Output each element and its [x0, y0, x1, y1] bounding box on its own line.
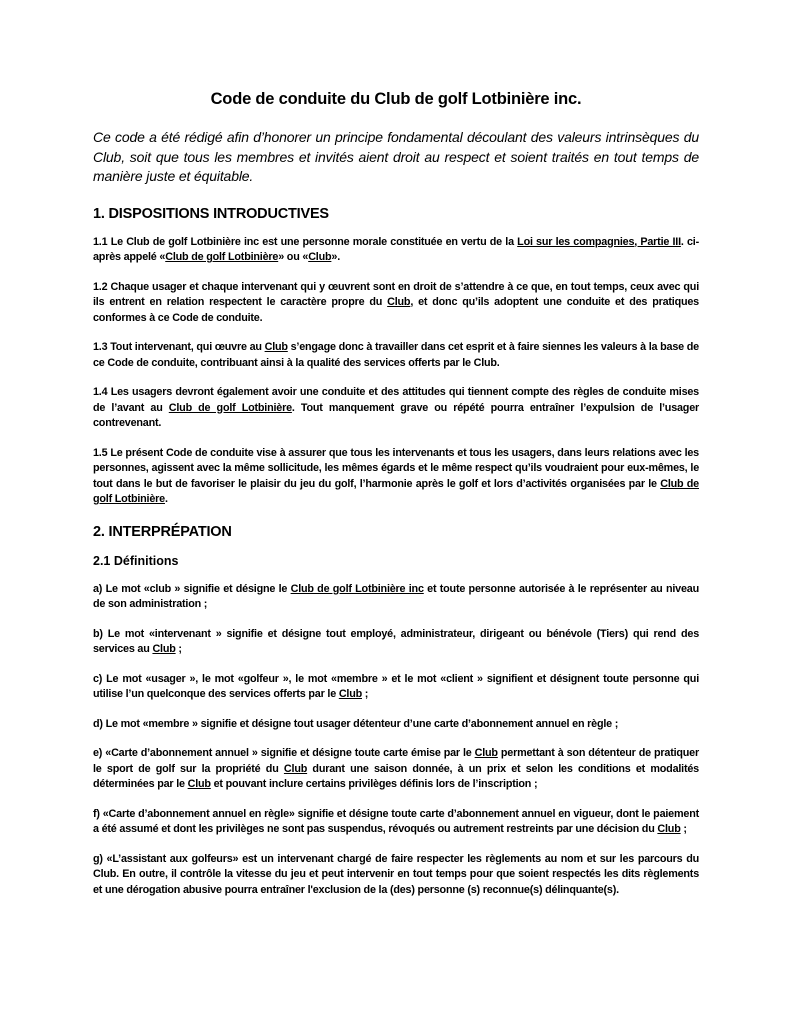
- section-1-heading: 1. DISPOSITIONS INTRODUCTIVES: [93, 205, 329, 222]
- document-page: [93, 90, 699, 898]
- definition-e: e) «Carte d’abonnement annuel » signifie et désigne toute carte émise par le Club permettant à son détenteur de pratiquer le sport de golf sur la propriété du Club durant une saison donnée, à un prix et selon les conditions et modalités déterminées par le Club et pouvant inclure certains privilèges définis lors de l’inscription ;: [93, 747, 699, 790]
- paragraph-1-5: 1.5 Le présent Code de conduite vise à assurer que tous les intervenants et tous les usagers, dans leurs relations avec les personnes, agissent avec la même sollicitude, les mêmes égards et le même respect qu’ils voudraient pour eux-mêmes, le tout dans le but de favoriser le plaisir du jeu du golf, l’harmonie après le golf et lors d’activités organisées par le Club de golf Lotbinière.: [93, 446, 699, 505]
- definition-b: b) Le mot «intervenant » signifie et désigne tout employé, administrateur, dirigeant ou bénévole (Tiers) qui rend des services au Club ;: [93, 627, 699, 655]
- paragraph-1-2: 1.2 Chaque usager et chaque intervenant qui y œuvrent sont en droit de s’attendre à ce que, en tout temps, ceux avec qui ils entrent en relation respectent le caractère propre du Club, et donc qu’ils adoptent une conduite et des pratiques conformes à ce Code de conduite.: [93, 280, 699, 324]
- section-2-heading: 2. INTERPRÉPATION: [93, 523, 232, 540]
- definitions-subheading: 2.1 Définitions: [93, 553, 179, 568]
- paragraph-1-3: 1.3 Tout intervenant, qui œuvre au Club s’engage donc à travailler dans cet esprit et à faire siennes les valeurs à la base de ce Code de conduite, contribuant ainsi à la qualité des services offerts par le Club.: [93, 341, 699, 369]
- definition-a: a) Le mot «club » signifie et désigne le Club de golf Lotbinière inc et toute personne autorisée à le représenter au niveau de son administration ;: [93, 582, 699, 610]
- law-reference-link: Loi sur les compagnies, Partie III: [517, 235, 681, 248]
- definition-c: c) Le mot «usager », le mot «golfeur », le mot «membre » et le mot «client » signifient et désignent toute personne qui utilise l’un quelconque des services offerts par le Club ;: [93, 672, 699, 700]
- paragraph-1-4: 1.4 Les usagers devront également avoir une conduite et des attitudes qui tiennent compte des règles de conduite mises de l’avant au Club de golf Lotbinière. Tout manquement grave ou répété pourra entraîner l’expulsion de l’usager contrevenant.: [93, 386, 699, 429]
- paragraph-1-1: 1.1 Le Club de golf Lotbinière inc est une personne morale constituée en vertu de la Loi sur les compagnies, Partie III. ci-après appelé «Club de golf Lotbinière» ou «Club».: [93, 235, 699, 263]
- definition-g: g) «L’assistant aux golfeurs» est un intervenant chargé de faire respecter les règlements au nom et sur les parcours du Club. En outre, il contrôle la vitesse du jeu et peut intervenir en tout temps pour que soient respectés les dits règlements et une dérogation abusive pourra entraîner l'exclusion de la (des) personne (s) reconnue(s) délinquante(s).: [93, 852, 699, 896]
- definition-f: f) «Carte d’abonnement annuel en règle» signifie et désigne toute carte d’abonnement annuel en vigueur, dont le paiement a été assumé et dont les privilèges ne sont pas suspendus, révoqués ou autrement restreints par une décision du Club ;: [93, 807, 699, 835]
- definition-d: d) Le mot «membre » signifie et désigne tout usager détenteur d’une carte d’abonnement annuel en règle ;: [93, 717, 619, 730]
- intro-paragraph: Ce code a été rédigé afin d’honorer un principe fondamental découlant des valeurs intrinsèques du Club, soit que tous les membres et invités aient droit au respect et soient traités en tout temps de manière juste et équitable.: [93, 129, 699, 184]
- document-title: Code de conduite du Club de golf Lotbinière inc.: [210, 90, 582, 108]
